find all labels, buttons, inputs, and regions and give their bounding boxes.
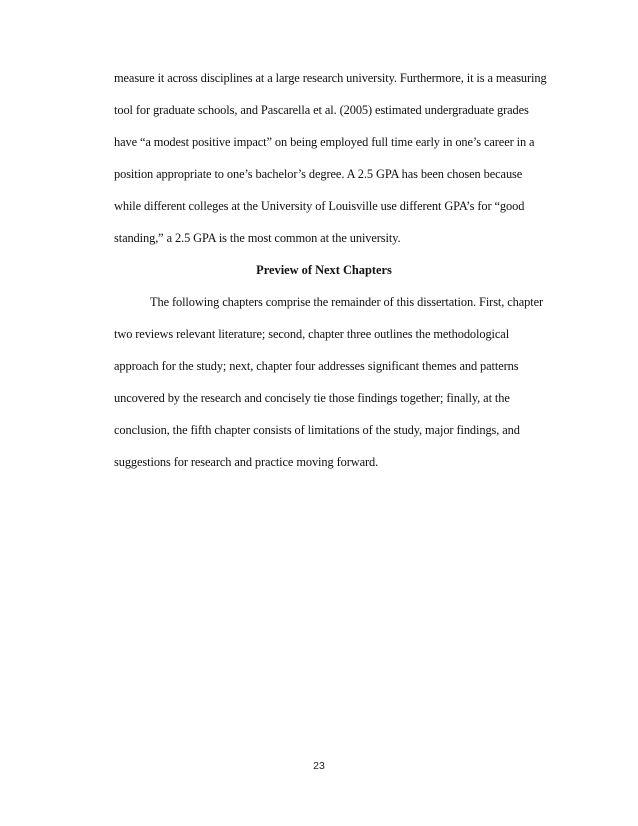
text-line: approach for the study; next, chapter four addresses significant themes and patterns [114,359,519,373]
text-line: while different colleges at the University of Louisville use different GPA’s for “good [114,199,525,213]
text-line: standing,” a 2.5 GPA is the most common at the university. [114,231,401,245]
section-heading: Preview of Next Chapters [256,263,392,277]
paragraph-preview [114,292,544,484]
text-line: position appropriate to one’s bachelor’s degree. A 2.5 GPA has been chosen because [114,167,523,181]
text-line: have “a modest positive impact” on being employed full time early in one’s career in a [114,135,535,149]
text-line: conclusion, the fifth chapter consists of limitations of the study, major findings, and [114,423,520,437]
paragraph-continuation [114,68,547,260]
text-line: two reviews relevant literature; second, chapter three outlines the methodological [114,327,510,341]
text-line: measure it across disciplines at a large research university. Furthermore, it is a measuring [114,71,547,85]
text-line: uncovered by the research and concisely tie those findings together; finally, at the [114,391,510,405]
body-text [114,68,547,484]
page-number: 23 [313,760,325,772]
text-line: The following chapters comprise the remainder of this dissertation. First, chapter [150,295,544,309]
text-line: suggestions for research and practice moving forward. [114,455,379,469]
text-line: tool for graduate schools, and Pascarella et al. (2005) estimated undergraduate grades [114,103,529,117]
